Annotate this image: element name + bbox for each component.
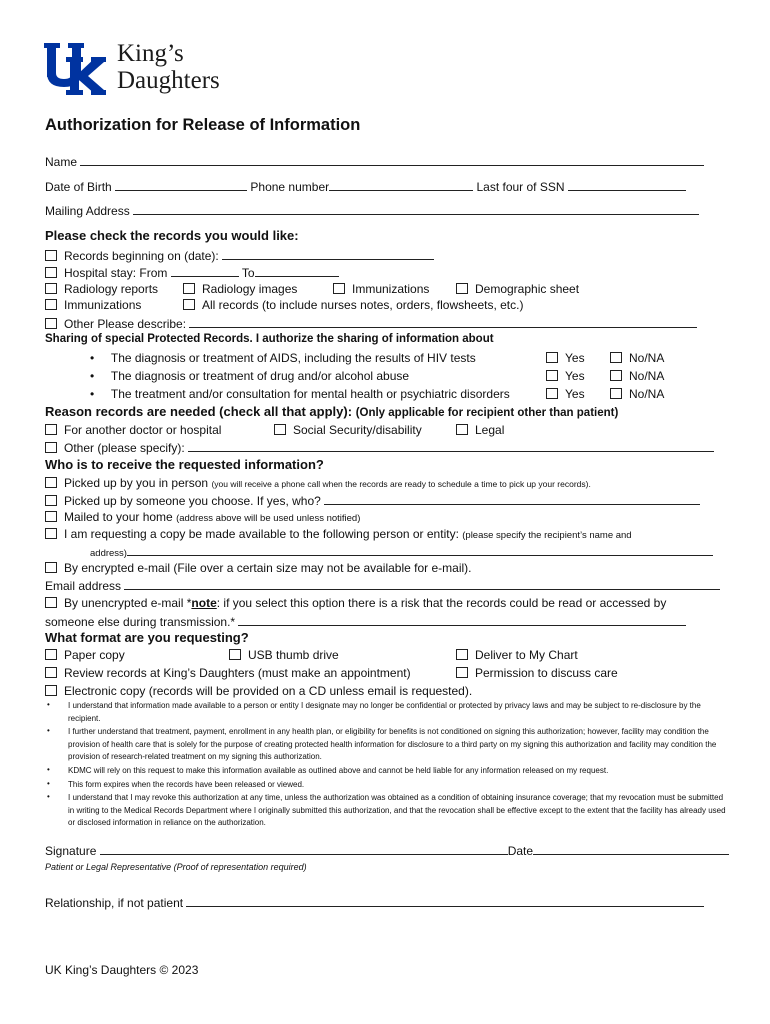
bullet-icon: •	[90, 369, 95, 383]
recipient-unencrypted-row-2	[45, 614, 686, 630]
records-beginning-label: Records beginning on (date):	[64, 249, 219, 263]
address-field[interactable]	[133, 203, 699, 215]
hospital-to-field[interactable]	[255, 265, 339, 277]
statement-0: I understand that information made available to a person or entity I designate may no longer be confidential or protected by privacy laws and may be subject to re-disclosure by the recipient.	[68, 701, 701, 723]
review-label: Review records at King’s Daughters (must make an appointment)	[64, 666, 411, 680]
all-records-option	[183, 298, 523, 313]
protected-no-1	[610, 369, 664, 384]
reason-heading	[45, 404, 618, 419]
paper-checkbox[interactable]	[45, 649, 57, 660]
reason-doctor-option	[45, 423, 221, 438]
records-other-label: Other Please describe:	[64, 317, 187, 331]
email-label: Email address	[45, 579, 122, 593]
reason-heading-note: (Only applicable for recipient other than patient)	[355, 407, 619, 419]
unencrypted-label-a: By unencrypted e-mail *	[64, 596, 192, 610]
unencrypted-label-b: : if you select this option there is a risk that the records could be read or accessed by	[216, 596, 667, 610]
usb-label: USB thumb drive	[248, 648, 339, 662]
date-label: Date	[507, 844, 534, 858]
name-label: Name	[45, 155, 78, 169]
bullet-icon: •	[90, 387, 95, 401]
relationship-field[interactable]	[186, 895, 704, 907]
records-other-row	[45, 316, 697, 332]
recipient-in-person-row	[45, 476, 591, 492]
statement-1: I further understand that treatment, payment, enrollment in any health plan, or eligibility for benefits is not conditioned on signing this authorization; however, facility may condition the provision of health care that is solely for the purpose of creating protected health information for disclosure to a third party on my signing this authorization and facility may condition the provision of research-related treatment on my signing this authorization.	[68, 727, 717, 761]
bullet-icon: •	[90, 351, 95, 365]
hospital-to-label: To	[241, 266, 255, 280]
reason-doctor-checkbox[interactable]	[45, 424, 57, 435]
logo-wordmark	[117, 40, 220, 94]
signature-row	[45, 843, 729, 859]
in-person-label: Picked up by you in person	[64, 476, 209, 490]
no-label: No/NA	[629, 351, 665, 365]
no-label: No/NA	[629, 369, 665, 383]
recipient-address-row	[90, 544, 713, 561]
hospital-from-field[interactable]	[171, 265, 239, 277]
protected-yes-checkbox[interactable]	[546, 352, 558, 363]
reason-ssd-label: Social Security/disability	[293, 423, 422, 437]
reason-legal-label: Legal	[475, 423, 505, 437]
format-permission-option	[456, 666, 618, 681]
demographic-label: Demographic sheet	[475, 282, 580, 296]
email-field[interactable]	[124, 578, 720, 590]
recipient-address-field[interactable]	[127, 544, 713, 556]
protected-no-checkbox[interactable]	[610, 370, 622, 381]
logo-line-2: Daughters	[117, 67, 220, 94]
recipient-encrypted-row	[45, 561, 472, 576]
bullet-icon: •	[47, 779, 50, 788]
records-beginning-checkbox[interactable]	[45, 250, 57, 261]
immunizations2-label: Immunizations	[64, 298, 142, 312]
bullet-icon: •	[47, 792, 50, 801]
radiology-images-label: Radiology images	[202, 282, 298, 296]
recipient-mailed-row	[45, 510, 360, 526]
page-title: Authorization for Release of Information	[45, 116, 361, 134]
review-checkbox[interactable]	[45, 667, 57, 678]
protected-yes-0	[546, 351, 585, 366]
reason-legal-checkbox[interactable]	[456, 424, 468, 435]
records-types-row	[45, 282, 158, 297]
someone-label: Picked up by someone you choose. If yes, who?	[64, 494, 321, 508]
electronic-checkbox[interactable]	[45, 685, 57, 696]
copy-label: I am requesting a copy be made available to the following person or entity:	[64, 527, 459, 541]
mychart-checkbox[interactable]	[456, 649, 468, 660]
reason-other-field[interactable]	[188, 440, 714, 452]
format-electronic-option	[45, 684, 472, 699]
reason-ssd-option	[274, 423, 422, 438]
all-records-checkbox[interactable]	[183, 299, 195, 310]
protected-item-label: The treatment and/or consultation for mental health or psychiatric disorders	[110, 387, 510, 401]
recipient-heading: Who is to receive the requested information?	[45, 457, 324, 472]
logo-line-1: King’s	[117, 40, 184, 67]
someone-field[interactable]	[324, 493, 700, 505]
reason-legal-option	[456, 423, 504, 438]
immunizations-checkbox[interactable]	[333, 283, 345, 294]
protected-no-checkbox[interactable]	[610, 352, 622, 363]
format-review-option	[45, 666, 411, 681]
electronic-label: Electronic copy (records will be provided on a CD unless email is requested).	[64, 684, 473, 698]
ssn-field[interactable]	[568, 179, 686, 191]
all-records-label: All records (to include nurses notes, orders, flowsheets, etc.)	[202, 298, 524, 312]
immunizations2-option	[45, 298, 141, 313]
signature-label: Signature	[45, 844, 97, 858]
unencrypted-checkbox[interactable]	[45, 597, 57, 608]
protected-yes-checkbox[interactable]	[546, 388, 558, 399]
no-label: No/NA	[629, 387, 665, 401]
name-row	[45, 154, 704, 170]
records-other-checkbox[interactable]	[45, 318, 57, 329]
immunizations2-checkbox[interactable]	[45, 299, 57, 310]
relationship-row	[45, 895, 704, 911]
reason-ssd-checkbox[interactable]	[274, 424, 286, 435]
usb-checkbox[interactable]	[229, 649, 241, 660]
in-person-checkbox[interactable]	[45, 477, 57, 488]
protected-item-0	[90, 351, 476, 366]
permission-label: Permission to discuss care	[475, 666, 618, 680]
hospital-stay-checkbox[interactable]	[45, 267, 57, 278]
yes-label: Yes	[565, 387, 585, 401]
yes-label: Yes	[565, 369, 585, 383]
protected-yes-2	[546, 387, 585, 402]
radiology-images-checkbox[interactable]	[183, 283, 195, 294]
signature-field[interactable]	[100, 843, 508, 855]
bullet-icon: •	[47, 765, 50, 774]
protected-item-2	[90, 387, 510, 402]
uk-logo-icon	[44, 43, 106, 95]
radiology-images-option	[183, 282, 297, 297]
recipient-someone-row	[45, 493, 700, 509]
phone-field[interactable]	[329, 179, 473, 191]
records-other-field[interactable]	[189, 316, 697, 328]
recipient-copy-row	[45, 527, 632, 543]
radiology-reports-label: Radiology reports	[64, 282, 159, 296]
immunizations-label: Immunizations	[352, 282, 430, 296]
address-label: Mailing Address	[45, 204, 130, 218]
protected-item-label: The diagnosis or treatment of drug and/or alcohol abuse	[110, 369, 410, 383]
format-heading: What format are you requesting?	[45, 630, 249, 645]
recipient-address-label: address)	[90, 548, 127, 559]
bullet-icon: •	[47, 726, 50, 735]
email-row	[45, 578, 720, 594]
address-row	[45, 203, 699, 219]
relationship-label: Relationship, if not patient	[45, 896, 184, 910]
protected-item-label: The diagnosis or treatment of AIDS, including the results of HIV tests	[110, 351, 476, 365]
demographic-option	[456, 282, 579, 297]
statement-3: This form expires when the records have been released or viewed.	[68, 780, 305, 789]
unencrypted-field[interactable]	[238, 614, 686, 626]
copy-note: (please specify the recipient’s name and	[462, 530, 632, 541]
signature-note: Patient or Legal Representative (Proof of representation required)	[45, 862, 307, 872]
bullet-icon: •	[47, 700, 50, 709]
date-field[interactable]	[533, 843, 729, 855]
hospital-stay-label: Hospital stay: From	[64, 266, 168, 280]
dob-field[interactable]	[115, 179, 247, 191]
phone-label: Phone number	[250, 180, 330, 194]
encrypted-label: By encrypted e-mail (File over a certain size may not be available for e-mail).	[64, 561, 472, 575]
recipient-unencrypted-row	[45, 596, 666, 611]
footer-copyright: UK King’s Daughters © 2023	[45, 963, 199, 977]
mailed-label: Mailed to your home	[64, 510, 173, 524]
permission-checkbox[interactable]	[456, 667, 468, 678]
copy-checkbox[interactable]	[45, 528, 57, 539]
dob-row	[45, 179, 686, 195]
hospital-stay-row	[45, 265, 339, 281]
format-usb-option	[229, 648, 339, 663]
reason-other-checkbox[interactable]	[45, 442, 57, 453]
ssn-label: Last four of SSN	[476, 180, 565, 194]
protected-no-checkbox[interactable]	[610, 388, 622, 399]
protected-yes-1	[546, 369, 585, 384]
immunizations-option	[333, 282, 429, 297]
mailed-note: (address above will be used unless notified)	[176, 513, 361, 524]
protected-yes-checkbox[interactable]	[546, 370, 558, 381]
yes-label: Yes	[565, 351, 585, 365]
unencrypted-label-c: someone else during transmission.*	[45, 615, 236, 629]
reason-other-label: Other (please specify):	[64, 441, 185, 455]
protected-no-0	[610, 351, 664, 366]
statement-4: I understand that I may revoke this authorization at any time, unless the authorization was obtained as a condition of obtaining insurance coverage; that my revocation must be submitted in writing to the Medical Records Department where I originally submitted this authorization, and that the revocation shall be effective except to the extent that the facility has already used or disclosed information in reliance on the authorization.	[68, 793, 726, 827]
records-beginning-row	[45, 248, 434, 264]
reason-doctor-label: For another doctor or hospital	[64, 423, 222, 437]
demographic-checkbox[interactable]	[456, 283, 468, 294]
reason-heading-text: Reason records are needed (check all that apply):	[45, 404, 353, 419]
statement-2: KDMC will rely on this request to make this information available as outlined above and cannot be held liable for any information released on my request.	[68, 766, 609, 775]
records-beginning-field[interactable]	[222, 248, 434, 260]
records-heading: Please check the records you would like:	[45, 228, 299, 243]
format-paper-option	[45, 648, 125, 663]
encrypted-checkbox[interactable]	[45, 562, 57, 573]
protected-heading: Sharing of special Protected Records. I authorize the sharing of information about	[45, 333, 494, 345]
protected-item-1	[90, 369, 409, 384]
note-word: note	[191, 596, 217, 610]
format-mychart-option	[456, 648, 578, 663]
someone-checkbox[interactable]	[45, 495, 57, 506]
reason-other-row	[45, 440, 714, 456]
protected-no-2	[610, 387, 664, 402]
mychart-label: Deliver to My Chart	[475, 648, 578, 662]
mailed-checkbox[interactable]	[45, 511, 57, 522]
paper-label: Paper copy	[64, 648, 125, 662]
name-field[interactable]	[80, 154, 704, 166]
in-person-note: (you will receive a phone call when the records are ready to schedule a time to pick up your records).	[211, 479, 591, 489]
radiology-reports-checkbox[interactable]	[45, 283, 57, 294]
dob-label: Date of Birth	[45, 180, 112, 194]
